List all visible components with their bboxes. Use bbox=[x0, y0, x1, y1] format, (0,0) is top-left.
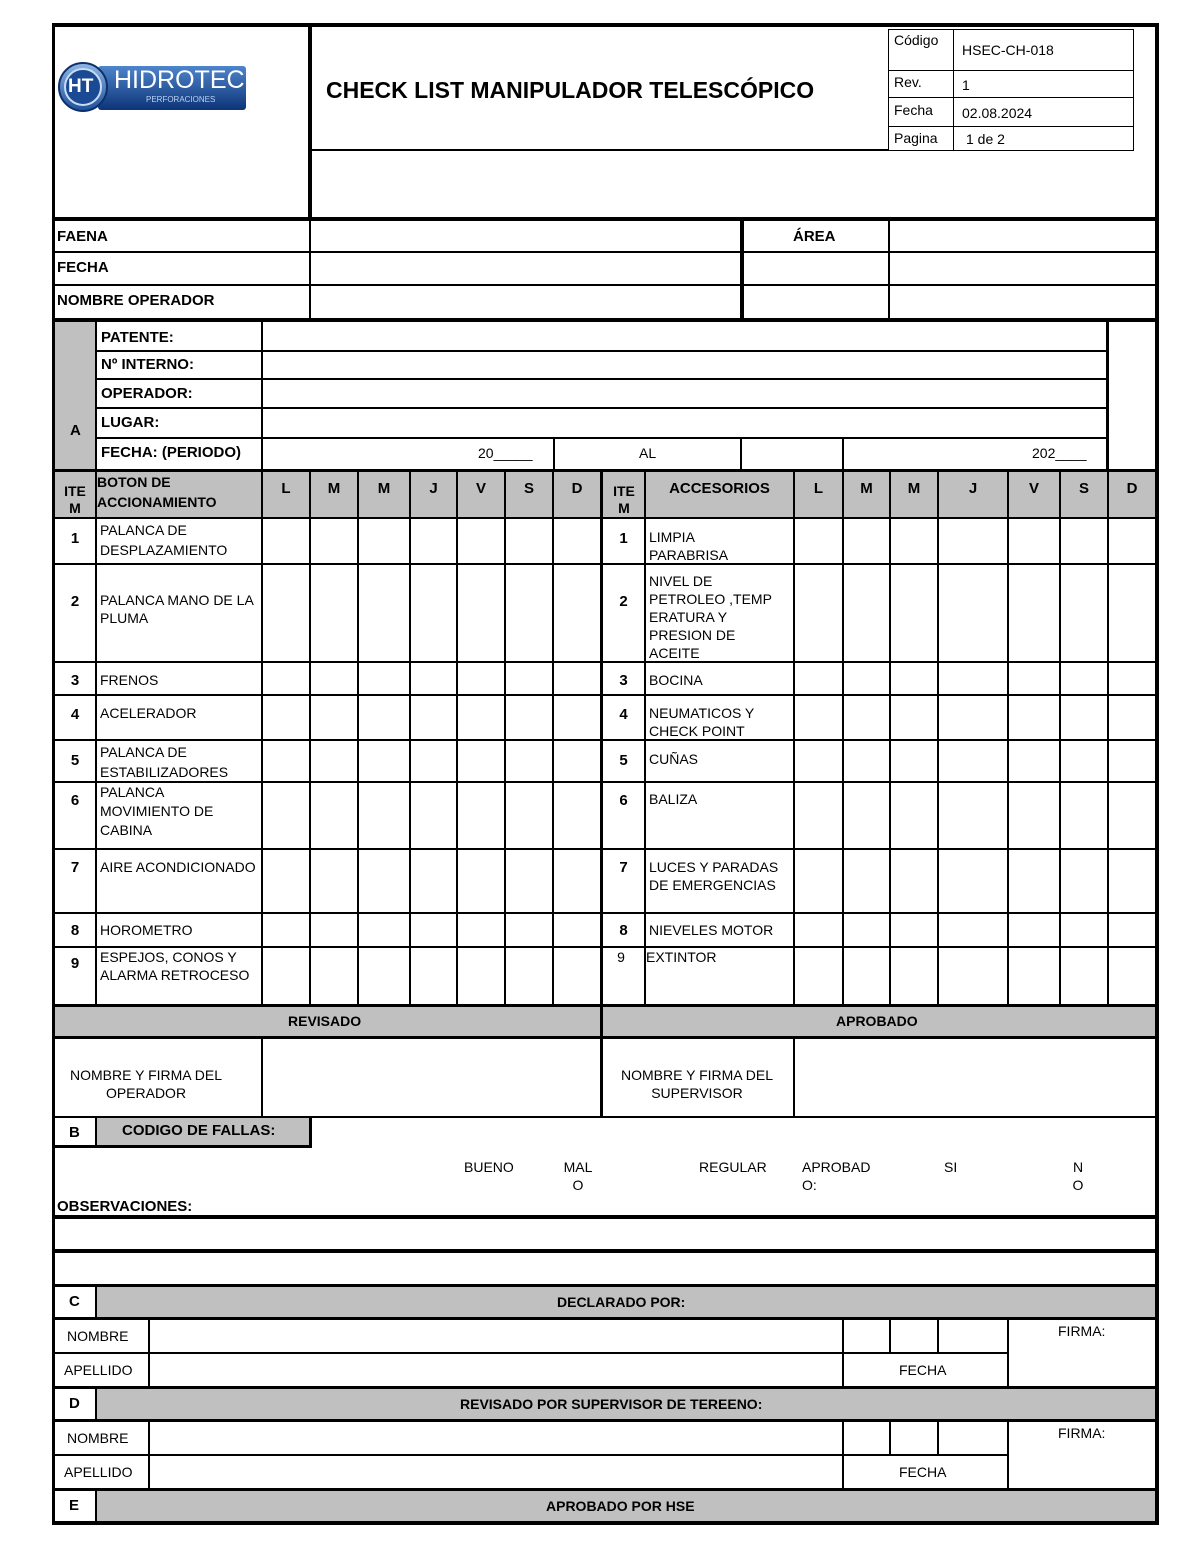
document-title: CHECK LIST MANIPULADOR TELESCÓPICO bbox=[326, 77, 815, 103]
faena-label: FAENA bbox=[57, 228, 108, 245]
right-item-label: LUCES Y PARADAS DE EMERGENCIAS bbox=[649, 859, 779, 893]
day-right-m1: M bbox=[860, 480, 873, 497]
left-item-label: FRENOS bbox=[100, 672, 159, 688]
left-item-label: AIRE ACONDICIONADO bbox=[100, 859, 256, 875]
right-item-label: BOCINA bbox=[649, 672, 703, 688]
d-fecha-label: FECHA bbox=[899, 1464, 947, 1480]
d-firma-label: FIRMA: bbox=[1058, 1425, 1106, 1441]
aprobado-hse-label: APROBADO POR HSE bbox=[546, 1498, 695, 1514]
left-item-label: ACELERADOR bbox=[100, 705, 197, 721]
observaciones-label: OBSERVACIONES: bbox=[57, 1198, 193, 1215]
section-b-letter: B bbox=[69, 1124, 80, 1141]
day-left-m2: M bbox=[377, 480, 391, 497]
left-item-number: 3 bbox=[70, 672, 80, 689]
c-apellido-label: APELLIDO bbox=[64, 1362, 133, 1378]
revisado-supervisor-label: REVISADO POR SUPERVISOR DE TEREENO: bbox=[460, 1396, 763, 1412]
codigo-fallas-label: CODIGO DE FALLAS: bbox=[122, 1122, 276, 1139]
meta-value-rev: 1 bbox=[962, 77, 970, 93]
area-label: ÁREA bbox=[793, 228, 836, 245]
left-item-number: 7 bbox=[70, 859, 80, 876]
meta-label-rev: Rev. bbox=[894, 74, 922, 90]
right-item-label: NIVEL DE PETROLEO ,TEMP ERATURA Y PRESION DE ACEITE bbox=[649, 573, 772, 661]
logo-subtitle: PERFORACIONES bbox=[146, 95, 216, 104]
right-item-header: ITE M bbox=[613, 483, 635, 516]
day-right-d: D bbox=[1126, 480, 1138, 497]
day-right-s: S bbox=[1078, 480, 1089, 497]
right-item-label: NEUMATICOS Y CHECK POINT bbox=[649, 705, 755, 739]
left-item-label: PALANCA MOVIMIENTO DE CABINA bbox=[100, 784, 214, 838]
day-right-m2: M bbox=[907, 480, 921, 497]
fecha-label: FECHA bbox=[57, 259, 109, 276]
legend-no: N O bbox=[1072, 1159, 1084, 1193]
firma-operador-label: NOMBRE Y FIRMA DEL OPERADOR bbox=[70, 1067, 222, 1101]
right-item-number: 6 bbox=[619, 792, 628, 809]
numero-interno-label: Nº INTERNO: bbox=[101, 356, 194, 373]
day-left-m1: M bbox=[327, 480, 341, 497]
left-item-number: 4 bbox=[70, 706, 80, 723]
nombre-operador-label: NOMBRE OPERADOR bbox=[57, 292, 215, 309]
day-left-j: J bbox=[429, 480, 438, 497]
right-item-number: 3 bbox=[619, 672, 628, 689]
patente-label: PATENTE: bbox=[101, 329, 174, 346]
meta-label-pagina: Pagina bbox=[894, 130, 938, 146]
c-fecha-label: FECHA bbox=[899, 1362, 947, 1378]
c-firma-label: FIRMA: bbox=[1058, 1323, 1106, 1339]
meta-value-fecha: 02.08.2024 bbox=[962, 105, 1033, 121]
section-e-letter: E bbox=[69, 1497, 80, 1514]
d-apellido-label: APELLIDO bbox=[64, 1464, 133, 1480]
left-item-label: PALANCA MANO DE LA PLUMA bbox=[100, 592, 254, 626]
periodo-to: 202____ bbox=[1032, 445, 1087, 461]
right-title-header: ACCESORIOS bbox=[669, 480, 770, 497]
left-item-label: ESPEJOS, CONOS Y ALARMA RETROCESO bbox=[100, 949, 250, 983]
left-item-label: HOROMETRO bbox=[100, 922, 193, 938]
lugar-label: LUGAR: bbox=[101, 414, 160, 431]
meta-label-codigo: Código bbox=[894, 32, 939, 48]
day-left-v: V bbox=[475, 480, 486, 497]
right-item-number: 1 bbox=[619, 530, 628, 547]
left-item-label: PALANCA DE ESTABILIZADORES bbox=[100, 744, 229, 780]
aprobado-label: APROBADO bbox=[836, 1013, 918, 1029]
logo-initials: HT bbox=[68, 76, 94, 97]
d-nombre-label: NOMBRE bbox=[67, 1430, 129, 1446]
legend-malo: MAL O bbox=[563, 1159, 593, 1193]
legend-si: SI bbox=[944, 1159, 958, 1175]
left-title-header: BOTON DE ACCIONAMIENTO bbox=[97, 474, 217, 510]
right-item-number: 7 bbox=[619, 859, 628, 876]
day-right-l: L bbox=[813, 480, 824, 497]
meta-label-fecha: Fecha bbox=[894, 102, 933, 118]
meta-value-codigo: HSEC-CH-018 bbox=[962, 42, 1054, 58]
day-right-j: J bbox=[968, 480, 978, 497]
legend-aprobado: APROBAD O: bbox=[802, 1159, 871, 1193]
periodo-label: FECHA: (PERIODO) bbox=[101, 444, 241, 461]
section-d-letter: D bbox=[69, 1395, 80, 1412]
right-item-number: 2 bbox=[619, 593, 628, 610]
left-item-number: 1 bbox=[70, 530, 80, 547]
left-item-number: 9 bbox=[70, 955, 80, 972]
firma-supervisor-label: NOMBRE Y FIRMA DEL SUPERVISOR bbox=[621, 1067, 773, 1101]
day-left-s: S bbox=[523, 480, 534, 497]
left-item-label: PALANCA DE DESPLAZAMIENTO bbox=[100, 522, 228, 558]
day-right-v: V bbox=[1028, 480, 1039, 497]
right-item-number: 5 bbox=[619, 752, 628, 769]
legend-bueno: BUENO bbox=[464, 1159, 514, 1175]
c-nombre-label: NOMBRE bbox=[67, 1328, 129, 1344]
left-item-number: 8 bbox=[70, 922, 80, 939]
logo-brand: HIDROTEC bbox=[114, 66, 245, 94]
section-c-letter: C bbox=[69, 1293, 80, 1310]
revisado-label: REVISADO bbox=[288, 1013, 362, 1029]
right-item-number: 8 bbox=[619, 922, 628, 939]
right-item-label: LIMPIA PARABRISA bbox=[649, 529, 729, 563]
operador-label: OPERADOR: bbox=[101, 385, 193, 402]
left-item-header: ITE M bbox=[64, 483, 86, 516]
company-logo bbox=[58, 60, 248, 114]
periodo-from: 20_____ bbox=[478, 445, 533, 461]
right-item-label: EXTINTOR bbox=[646, 949, 717, 965]
right-item-label: CUÑAS bbox=[649, 751, 699, 767]
left-item-number: 6 bbox=[70, 792, 80, 809]
left-item-number: 2 bbox=[70, 593, 80, 610]
right-item-number: 9 bbox=[617, 949, 625, 965]
day-left-d: D bbox=[571, 480, 583, 497]
right-item-label: BALIZA bbox=[649, 791, 698, 807]
right-item-label: NIEVELES MOTOR bbox=[649, 922, 774, 938]
day-left-l: L bbox=[281, 480, 291, 497]
left-item-number: 5 bbox=[70, 752, 80, 769]
periodo-al: AL bbox=[639, 445, 657, 461]
meta-value-pagina: 1 de 2 bbox=[966, 131, 1005, 147]
right-item-number: 4 bbox=[619, 706, 628, 723]
section-a-letter: A bbox=[70, 422, 81, 439]
declarado-por-label: DECLARADO POR: bbox=[557, 1294, 686, 1310]
legend-regular: REGULAR bbox=[699, 1159, 767, 1175]
